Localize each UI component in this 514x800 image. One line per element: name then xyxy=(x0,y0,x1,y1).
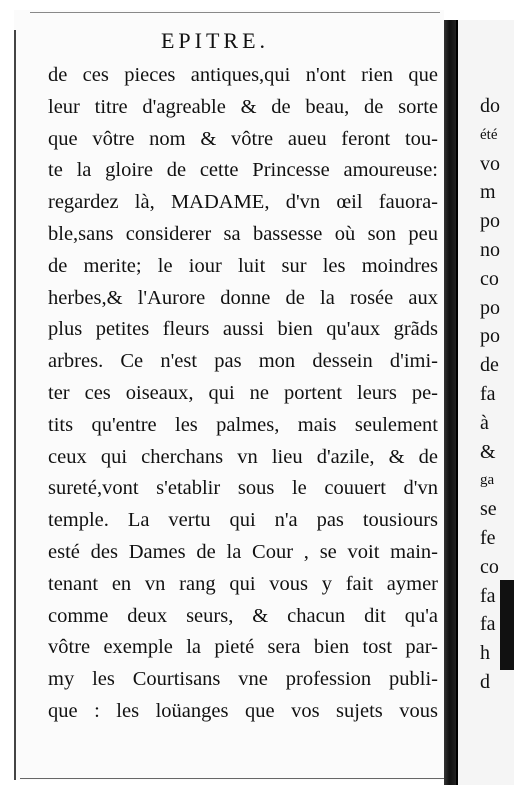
text-line: ceux qui cherchans vn lieu d'azile, & de xyxy=(48,445,438,468)
fragment-line: fa xyxy=(480,584,496,607)
text-line: de ces pieces antiques,qui n'ont rien que xyxy=(48,64,438,86)
fragment-line: do xyxy=(480,95,500,117)
fragment-line: po xyxy=(480,325,500,348)
fragment-line: de xyxy=(480,354,499,377)
running-head: EPITRE. xyxy=(160,28,270,53)
text-line: temple. La vertu qui n'a pas tousiours xyxy=(48,509,438,532)
text-line: leur titre d'agreable & de beau, de sorte xyxy=(48,95,438,118)
text-line: regardez là, MADAME, d'vn œil fauora- xyxy=(48,191,438,214)
fragment-line: ga xyxy=(480,472,495,489)
right-page-text xyxy=(480,92,514,697)
fragment-line: fa xyxy=(480,613,496,636)
text-line: que : les loüanges que vos sujets vous xyxy=(48,699,438,722)
text-line: my les Courtisans vne profession publi- xyxy=(48,668,438,691)
page-edge-top xyxy=(30,12,440,13)
page-edge-left xyxy=(14,30,16,780)
text-line: plus petites fleurs aussi bien qu'aux grãds xyxy=(48,318,438,341)
fragment-line: à xyxy=(480,411,489,434)
text-line: ble,sans considerer sa bassesse où son peu xyxy=(48,222,438,245)
fragment-line: po xyxy=(480,296,500,319)
text-line: tits qu'entre les palmes, mais seulement xyxy=(48,413,438,436)
text-line: que vôtre nom & vôtre aueu feront tou- xyxy=(48,127,438,150)
text-line: vôtre exemple la pieté sera bien tost par- xyxy=(48,636,438,659)
fragment-line: fa xyxy=(480,382,496,405)
text-line: comme deux seurs, & chacun dit qu'a xyxy=(48,604,438,627)
book-gutter xyxy=(444,20,456,785)
text-line: te la gloire de cette Princesse amoureuse: xyxy=(48,159,438,182)
text-line: arbres. Ce n'est pas mon dessein d'imi- xyxy=(48,350,438,373)
body-text xyxy=(48,60,438,728)
fragment-line: m xyxy=(480,181,496,204)
text-line: esté des Dames de la Cour , se voit main- xyxy=(48,540,438,563)
text-line: tenant en vn rang qui vous y fait aymer xyxy=(48,572,438,595)
fragment-line: co xyxy=(480,555,499,578)
fragment-line: no xyxy=(480,238,500,261)
fragment-line: vo xyxy=(480,152,500,175)
text-line: de merite; le iour luit sur les moindres xyxy=(48,254,438,277)
fragment-line: h xyxy=(480,642,490,665)
fragment-line: & xyxy=(480,440,496,463)
text-line: herbes,& l'Aurore donne de la rosée aux xyxy=(48,286,438,309)
page-edge-bottom xyxy=(20,778,460,779)
fragment-line: d xyxy=(480,670,490,693)
text-line: sureté,vont s'etablir sous le couuert d'vn xyxy=(48,477,438,500)
fragment-line: été xyxy=(480,126,498,143)
text-line: ter ces oiseaux, qui ne portent leurs pe- xyxy=(48,381,438,404)
fragment-line: po xyxy=(480,210,500,233)
fragment-line: fe xyxy=(480,526,496,549)
fragment-line: co xyxy=(480,267,499,290)
fragment-line: se xyxy=(480,498,497,521)
